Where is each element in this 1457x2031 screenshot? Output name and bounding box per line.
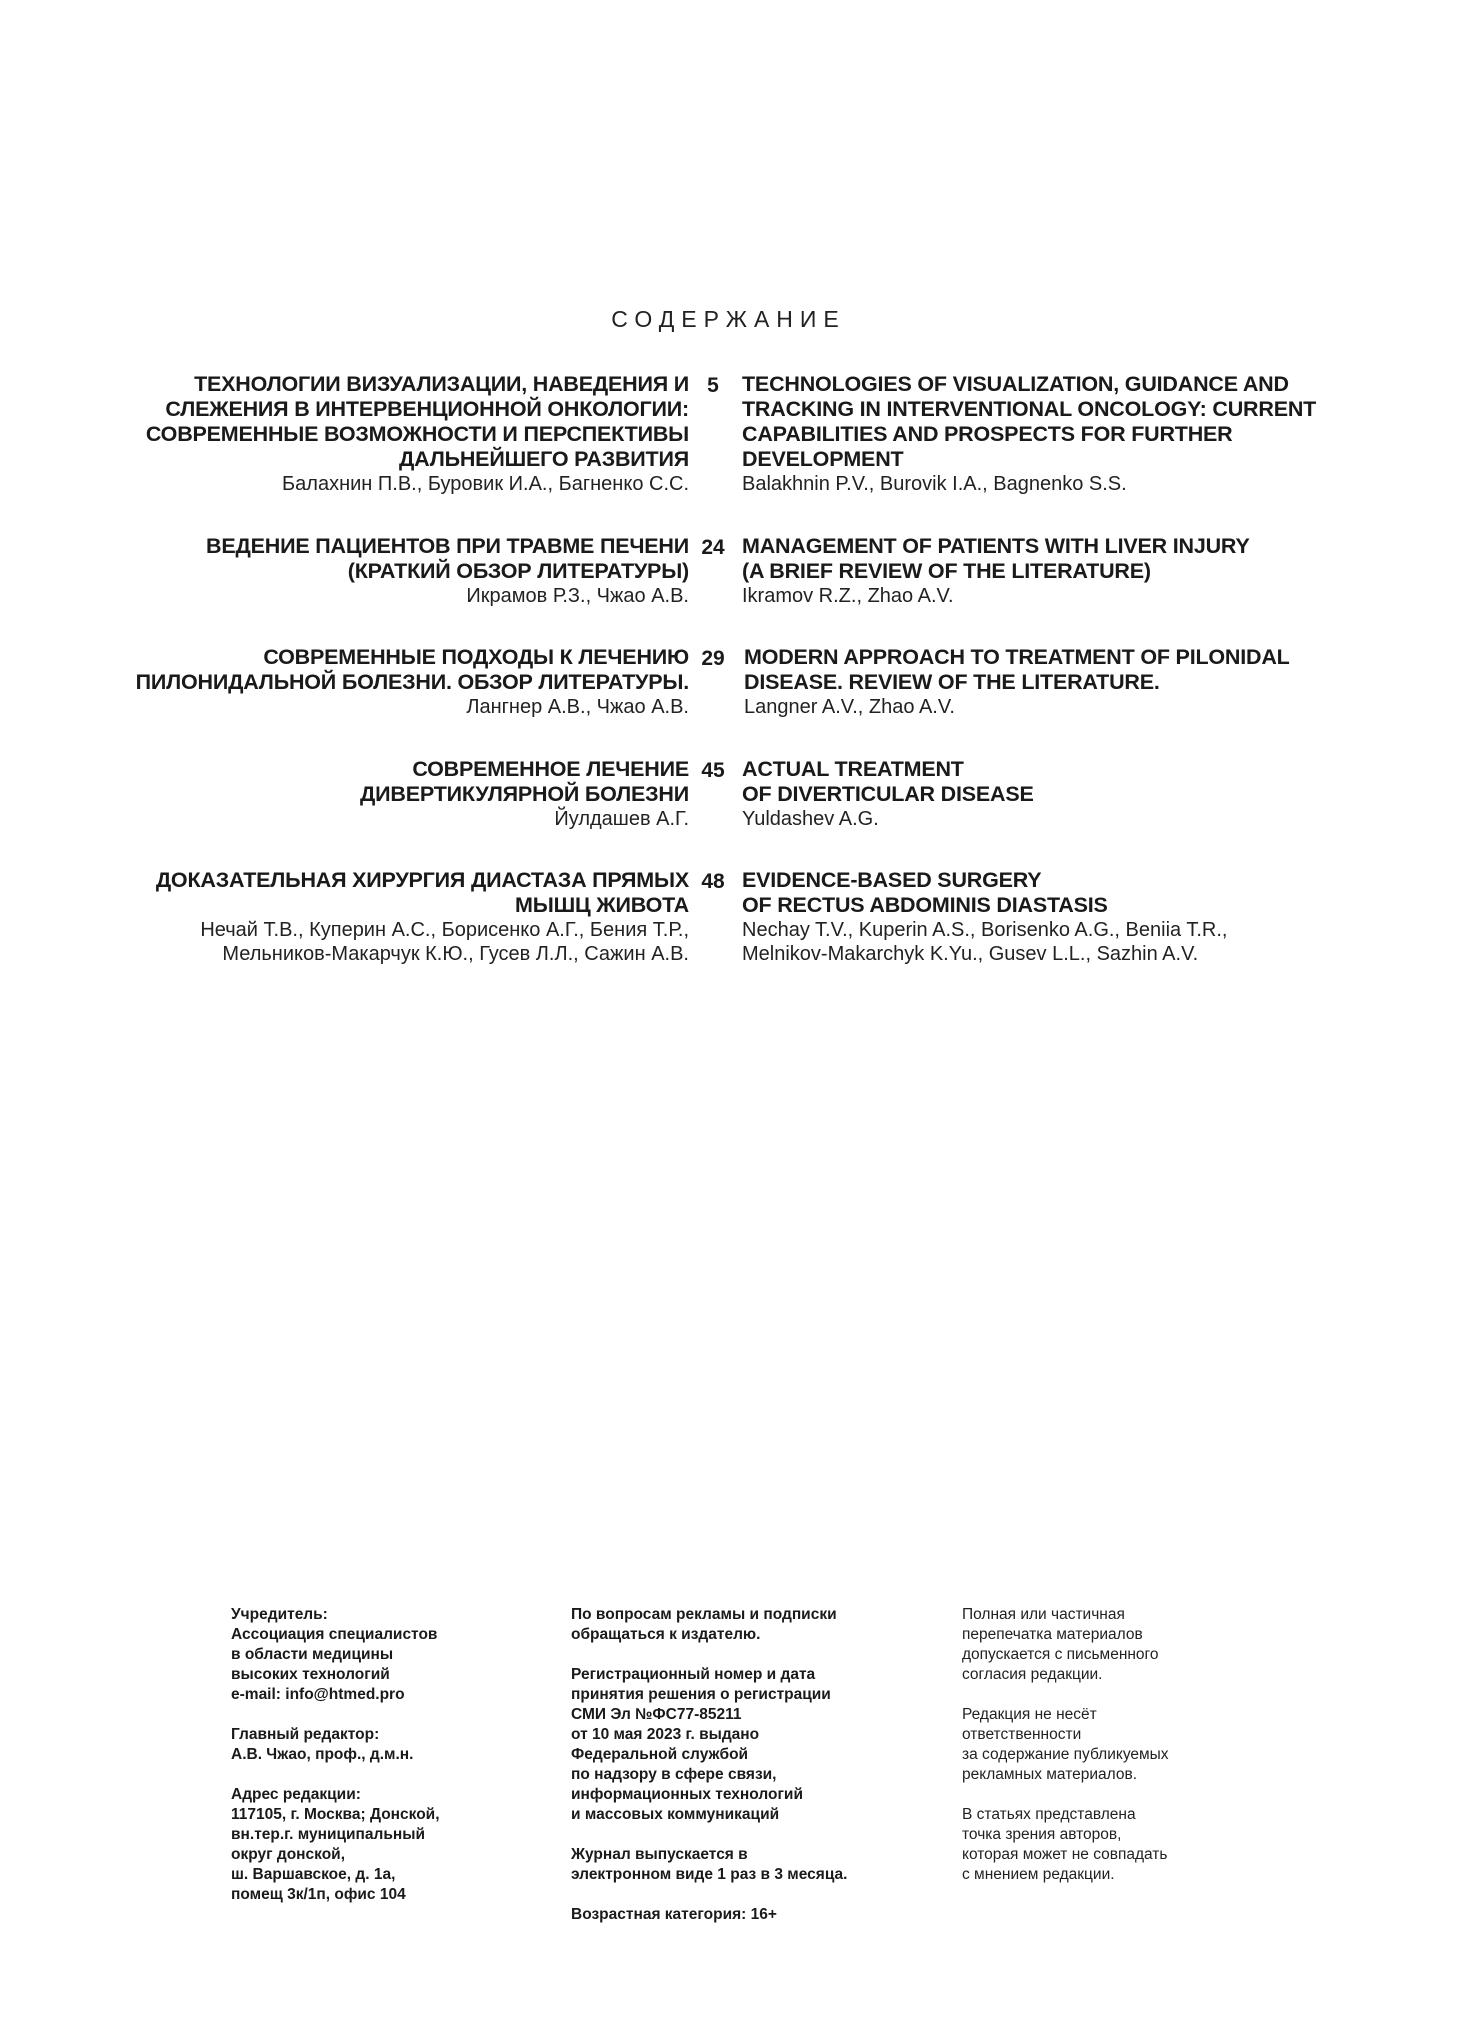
en-title: TECHNOLOGIES OF VISUALIZATION, GUIDANCE AND TRACKING IN INTERVENTIONAL ONCOLOGY: CURRENT CAPABILITIES AND PROSPECTS FOR FURTHER DEVELOPMENT <box>742 372 1317 471</box>
ru-block <box>89 868 689 966</box>
editor-info: Главный редактор: А.В. Чжао, проф., д.м.н. <box>231 1726 414 1763</box>
en-authors: Balakhnin P.V., Burovik I.A., Bagnenko S.S. <box>742 473 1127 495</box>
ru-block <box>89 534 689 608</box>
reprint-notice: Полная или частичная перепечатка материалов допускается с письменного согласия редакции. <box>962 1606 1159 1683</box>
ru-authors: Лангнер А.В., Чжао А.В. <box>466 696 689 718</box>
en-authors: Ikramov R.Z., Zhao A.V. <box>742 585 954 607</box>
en-authors: Yuldashev A.G. <box>742 808 879 830</box>
ru-authors: Нечай Т.В., Куперин А.С., Борисенко А.Г., Бения Т.Р., Мельников-Макарчук К.Ю., Гусев Л.Л., Сажин А.В. <box>200 919 689 965</box>
frequency-info: Журнал выпускается в электронном виде 1 раз в 3 месяца. <box>571 1846 848 1883</box>
footer-publisher-info <box>231 1605 531 1925</box>
ru-authors: Икрамов Р.З., Чжао А.В. <box>466 585 689 607</box>
ru-title: ВЕДЕНИЕ ПАЦИЕНТОВ ПРИ ТРАВМЕ ПЕЧЕНИ (КРАТКИЙ ОБЗОР ЛИТЕРАТУРЫ) <box>206 534 689 583</box>
page-number: 29 <box>701 647 725 670</box>
advertising-disclaimer: Редакция не несёт ответственности за содержание публикуемых рекламных материалов. <box>962 1706 1169 1783</box>
ru-block <box>89 757 689 831</box>
en-authors: Nechay T.V., Kuperin A.S., Borisenko A.G., Beniia T.R., Melnikov-Makarchyk K.Yu., Gusev L.L., Sazhin A.V. <box>742 919 1228 965</box>
ru-block <box>89 372 689 496</box>
en-block <box>742 372 1362 496</box>
page-number: 24 <box>701 536 725 559</box>
registration-info: Регистрационный номер и дата принятия решения о регистрации СМИ Эл №ФС77-85211 от 10 мая 2023 г. выдано Федеральной службой по надзору в сфере связи, информационных технологий и массовых коммуникаций <box>571 1666 831 1823</box>
ru-title: ДОКАЗАТЕЛЬНАЯ ХИРУРГИЯ ДИАСТАЗА ПРЯМЫХ МЫШЦ ЖИВОТА <box>155 868 689 917</box>
ru-title: ТЕХНОЛОГИИ ВИЗУАЛИЗАЦИИ, НАВЕДЕНИЯ И СЛЕЖЕНИЯ В ИНТЕРВЕНЦИОННОЙ ОНКОЛОГИИ: СОВРЕМЕННЫЕ ВОЗМОЖНОСТИ И ПЕРСПЕКТИВЫ ДАЛЬНЕЙШЕГО РАЗВИТИЯ <box>145 372 689 471</box>
page-number: 48 <box>701 870 725 893</box>
advertising-info: По вопросам рекламы и подписки обращаться к издателю. <box>571 1606 837 1643</box>
ru-authors: Йулдашев А.Г. <box>554 808 689 830</box>
en-title: EVIDENCE-BASED SURGERY OF RECTUS ABDOMINIS DIASTASIS <box>742 868 1108 917</box>
en-title: MANAGEMENT OF PATIENTS WITH LIVER INJURY (A BRIEF REVIEW OF THE LITERATURE) <box>742 534 1250 583</box>
opinion-disclaimer: В статьях представлена точка зрения авторов, которая может не совпадать с мнением редакции. <box>962 1806 1168 1883</box>
toc-heading: СОДЕРЖАНИЕ <box>611 306 846 332</box>
en-block <box>742 757 1362 831</box>
en-title: ACTUAL TREATMENT OF DIVERTICULAR DISEASE <box>742 757 1034 806</box>
en-block <box>742 868 1362 966</box>
footer-disclaimer <box>962 1605 1282 1905</box>
ru-title: СОВРЕМЕННОЕ ЛЕЧЕНИЕ ДИВЕРТИКУЛЯРНОЙ БОЛЕЗНИ <box>360 757 689 806</box>
footer-registration-info <box>571 1605 911 1945</box>
ru-block <box>89 645 689 719</box>
page-number: 5 <box>707 374 719 397</box>
en-title: MODERN APPROACH TO TREATMENT OF PILONIDAL DISEASE. REVIEW OF THE LITERATURE. <box>744 645 1290 694</box>
address-info: Адрес редакции: 117105, г. Москва; Донской, вн.тер.г. муниципальный округ донской, ш. Варшавское, д. 1а, помещ 3к/1п, офис 104 <box>231 1786 440 1903</box>
ru-authors: Балахнин П.В., Буровик И.А., Багненко С.С. <box>282 473 689 495</box>
founder-info: Учредитель: Ассоциация специалистов в области медицины высоких технологий e-mail: info@htmed.pro <box>231 1606 438 1703</box>
page-number: 45 <box>701 759 725 782</box>
age-category: Возрастная категория: 16+ <box>571 1906 777 1923</box>
en-block <box>742 534 1362 608</box>
en-block <box>744 645 1364 719</box>
ru-title: СОВРЕМЕННЫЕ ПОДХОДЫ К ЛЕЧЕНИЮ ПИЛОНИДАЛЬНОЙ БОЛЕЗНИ. ОБЗОР ЛИТЕРАТУРЫ. <box>135 645 689 694</box>
en-authors: Langner A.V., Zhao A.V. <box>744 696 955 718</box>
